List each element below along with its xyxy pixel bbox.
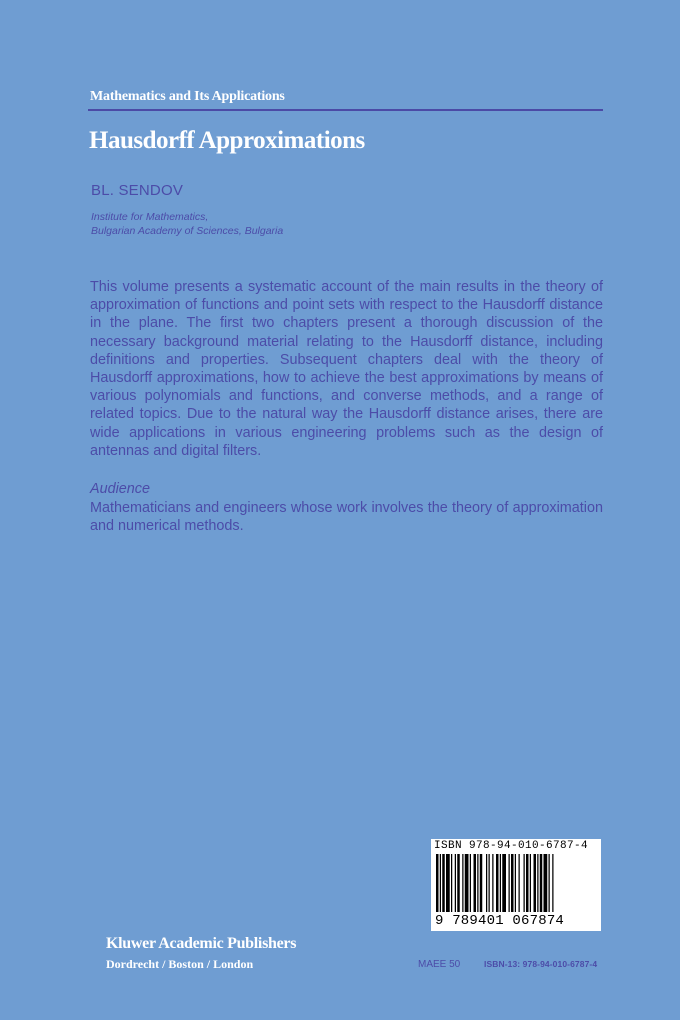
- isbn-13: ISBN-13: 978-94-010-6787-4: [484, 959, 598, 969]
- series-divider: [88, 109, 603, 111]
- barcode-bars-icon: [436, 854, 596, 912]
- book-description: This volume presents a systematic account of the main results in the theory of approximation of functions and point sets with respect to the Hausdorff distance in the plane. The first two chapters present a thorough discussion of the necessary background material relating to the Hausdorff distance, including definitions and properties. Subsequent chapters deal with the theory of Hausdorff approximations, how to achieve the best approximations by means of various polynomials and functions, and converse methods, and a range of related topics. Due to the natural way the Hausdorff distance arises, there are wide applications in various engineering problems such as the design of antennas and digital filters.: [90, 279, 603, 459]
- series-name: Mathematics and Its Applications: [90, 89, 285, 104]
- audience-heading: Audience: [90, 481, 151, 497]
- barcode-digits: 9 789401 067874: [435, 913, 565, 929]
- author-name: BL. SENDOV: [91, 182, 184, 199]
- audience-text: Mathematicians and engineers whose work involves the theory of approximation and numerical methods.: [90, 500, 603, 535]
- affiliation-line-1: Institute for Mathematics,: [91, 211, 209, 223]
- book-title: Hausdorff Approximations: [89, 127, 365, 154]
- affiliation-line-2: Bulgarian Academy of Sciences, Bulgaria: [91, 225, 284, 237]
- series-code: MAEE 50: [418, 959, 461, 970]
- isbn-barcode: [431, 839, 601, 931]
- author-affiliation: [91, 210, 283, 238]
- barcode-isbn-label: ISBN 978-94-010-6787-4: [434, 840, 589, 852]
- publisher-name: Kluwer Academic Publishers: [106, 935, 297, 952]
- publisher-cities: Dordrecht / Boston / London: [106, 957, 254, 971]
